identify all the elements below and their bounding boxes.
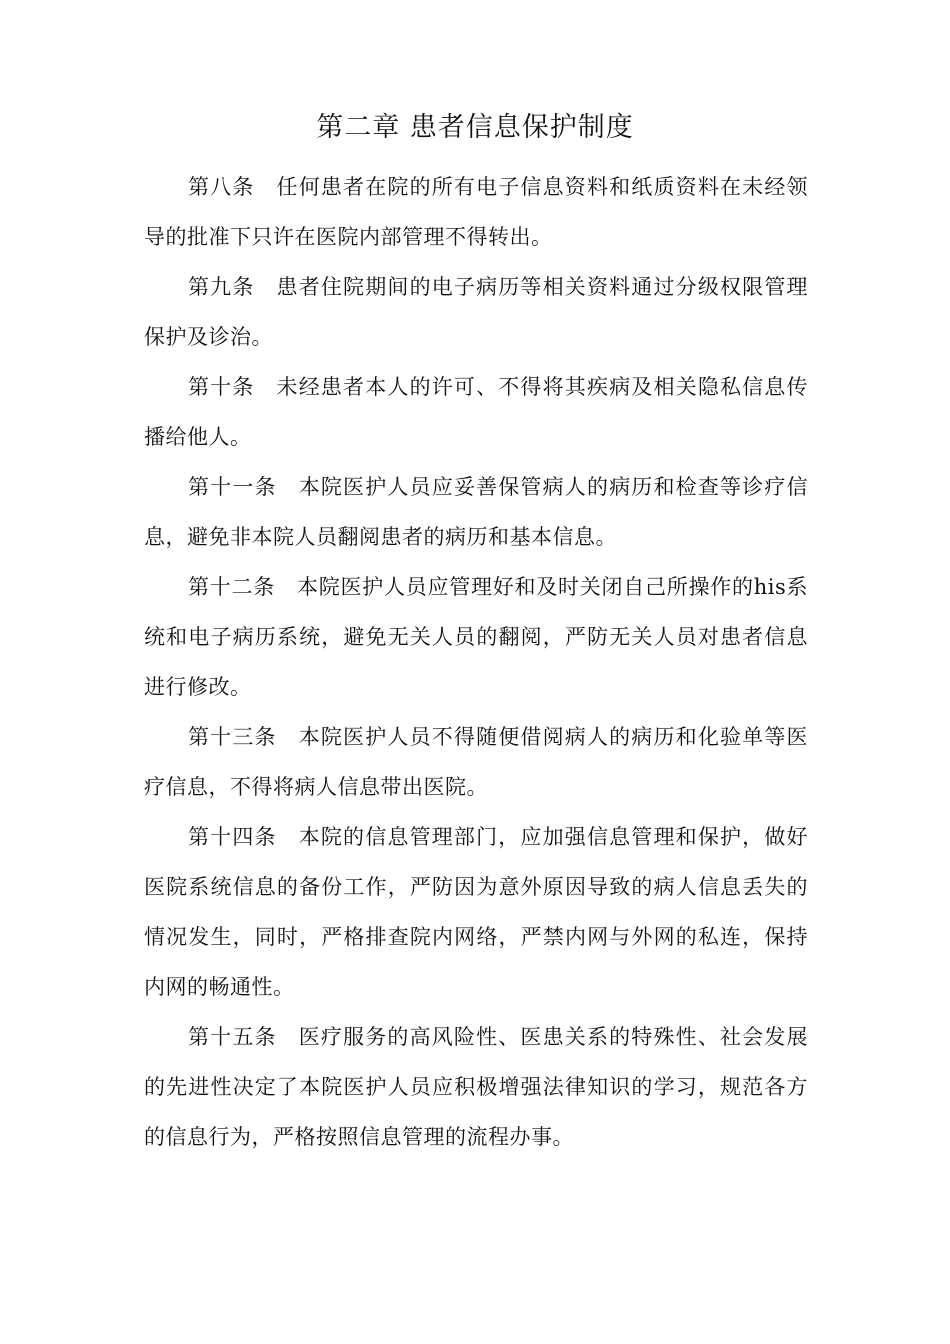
article-text: 医疗服务的高风险性、医患关系的特殊性、社会发展的先进性决定了本院医护人员应积极增强法律知识的学习，规范各方的信息行为，严格按照信息管理的流程办事。 bbox=[144, 1025, 809, 1149]
article-9 bbox=[144, 262, 808, 362]
chapter-title: 第二章 患者信息保护制度 bbox=[316, 112, 634, 143]
article-text: 任何患者在院的所有电子信息资料和纸质资料在未经领导的批准下只许在医院内部管理不得转出。 bbox=[144, 175, 809, 249]
article-10 bbox=[144, 362, 808, 462]
article-text: 本院医护人员不得随便借阅病人的病历和化验单等医疗信息，不得将病人信息带出医院。 bbox=[144, 725, 809, 799]
article-text: 未经患者本人的许可、不得将其疾病及相关隐私信息传播给他人。 bbox=[144, 375, 809, 449]
article-11 bbox=[144, 462, 808, 562]
article-text: 本院医护人员应妥善保管病人的病历和检查等诊疗信息，避免非本院人员翻阅患者的病历和基本信息。 bbox=[144, 475, 809, 549]
article-number: 第十四条 bbox=[188, 825, 277, 849]
article-number: 第九条 bbox=[188, 275, 255, 299]
article-number: 第八条 bbox=[188, 175, 255, 199]
article-number: 第十三条 bbox=[188, 725, 277, 749]
article-8 bbox=[144, 162, 808, 262]
article-number: 第十二条 bbox=[188, 575, 275, 599]
article-number: 第十一条 bbox=[188, 475, 277, 499]
article-number: 第十条 bbox=[188, 375, 255, 399]
document-body bbox=[144, 162, 808, 1162]
article-number: 第十五条 bbox=[188, 1025, 277, 1049]
article-text: 本院医护人员应管理好和及时关闭自己所操作的his系统和电子病历系统，避免无关人员的翻阅，严防无关人员对患者信息进行修改。 bbox=[144, 575, 808, 699]
article-13 bbox=[144, 712, 808, 812]
article-15 bbox=[144, 1012, 808, 1162]
article-12 bbox=[144, 562, 808, 712]
article-text: 本院的信息管理部门，应加强信息管理和保护，做好医院系统信息的备份工作，严防因为意外原因导致的病人信息丢失的情况发生，同时，严格排查院内网络，严禁内网与外网的私连，保持内网的畅通性。 bbox=[144, 825, 809, 999]
article-14 bbox=[144, 812, 808, 1012]
article-text: 患者住院期间的电子病历等相关资料通过分级权限管理保护及诊治。 bbox=[144, 275, 809, 349]
